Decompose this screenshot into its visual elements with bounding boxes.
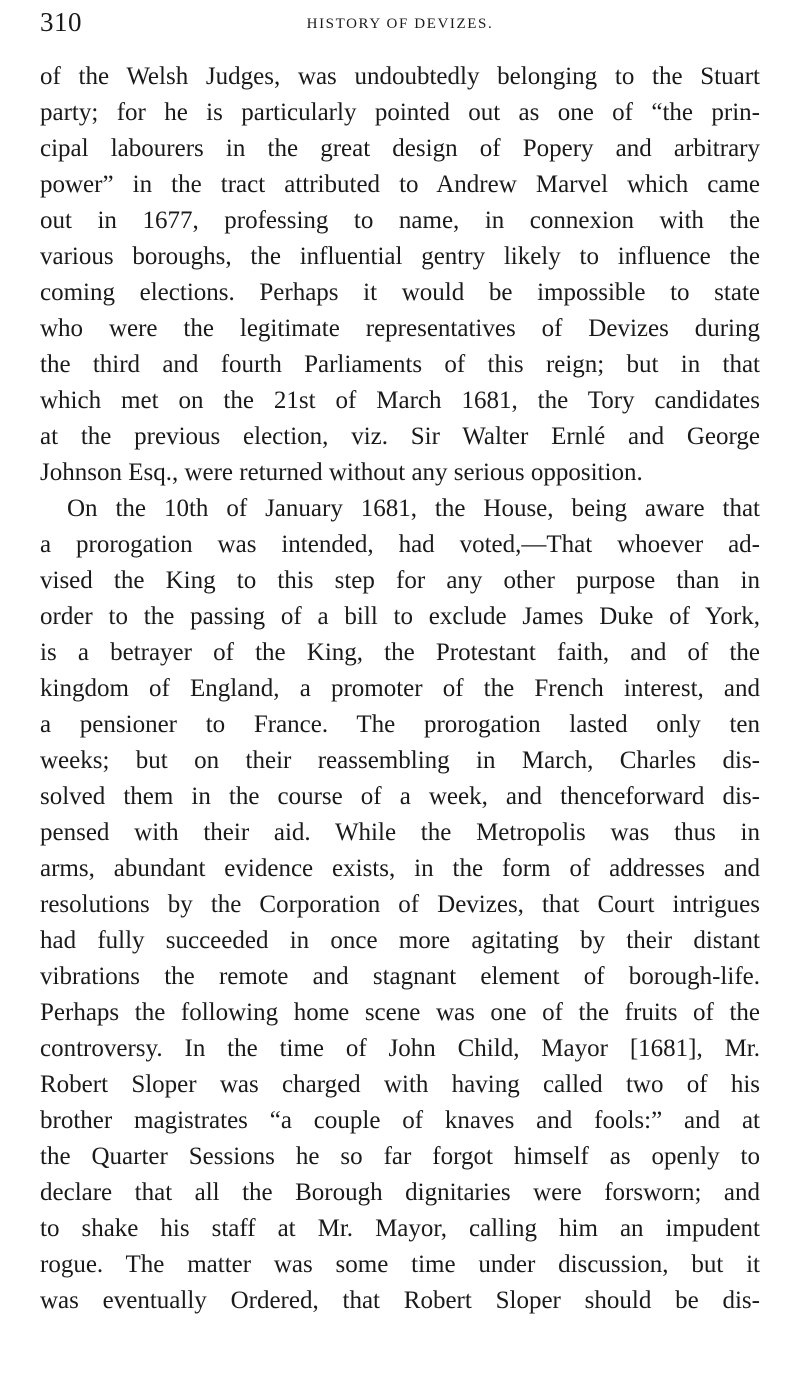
page-number: 310 (40, 7, 82, 37)
paragraph-first-line: On the 10th of January 1681, the House, being aware that (67, 495, 760, 522)
text-line: had fully succeeded in once more agitating by their distant (40, 927, 760, 954)
running-head (40, 4, 760, 44)
text-line: which met on the 21st of March 1681, the Tory candidates (40, 387, 760, 414)
text-line: resolutions by the Corporation of Devizes, that Court intrigues (40, 891, 760, 918)
text-line: power” in the tract attributed to Andrew Marvel which came (40, 171, 760, 198)
text-line: cipal labourers in the great design of Popery and arbitrary (40, 135, 760, 162)
text-line: solved them in the course of a week, and thenceforward dis- (40, 783, 760, 810)
body-text (40, 59, 760, 1319)
text-line: coming elections. Perhaps it would be impossible to state (40, 279, 760, 306)
text-line: various boroughs, the influential gentry likely to influence the (40, 243, 760, 270)
text-line: Robert Sloper was charged with having called two of his (40, 1071, 760, 1098)
text-line: to shake his staff at Mr. Mayor, calling him an impudent (40, 1215, 760, 1242)
text-line: rogue. The matter was some time under discussion, but it (40, 1251, 760, 1278)
text-line: the Quarter Sessions he so far forgot himself as openly to (40, 1143, 760, 1170)
text-line: of the Welsh Judges, was undoubtedly belonging to the Stuart (40, 63, 760, 90)
text-line: vised the King to this step for any other purpose than in (40, 567, 760, 594)
text-line: out in 1677, professing to name, in connexion with the (40, 207, 760, 234)
text-line: was eventually Ordered, that Robert Sloper should be dis- (40, 1287, 760, 1314)
running-title: HISTORY OF DEVIZES. (306, 16, 494, 32)
text-line: order to the passing of a bill to exclude James Duke of York, (40, 603, 760, 630)
text-line: weeks; but on their reassembling in March, Charles dis- (40, 747, 760, 774)
text-line: party; for he is particularly pointed out as one of “the prin- (40, 99, 760, 126)
text-line: Perhaps the following home scene was one of the fruits of the (40, 999, 760, 1026)
text-line: the third and fourth Parliaments of this reign; but in that (40, 351, 760, 378)
text-line: vibrations the remote and stagnant element of borough-life. (40, 963, 760, 990)
text-line: at the previous election, viz. Sir Walter Ernlé and George (40, 423, 760, 450)
text-line: is a betrayer of the King, the Protestant faith, and of the (40, 639, 760, 666)
text-line: arms, abundant evidence exists, in the form of addresses and (40, 855, 760, 882)
text-line: controversy. In the time of John Child, Mayor [1681], Mr. (40, 1035, 760, 1062)
text-line: pensed with their aid. While the Metropolis was thus in (40, 819, 760, 846)
text-line: who were the legitimate representatives of Devizes during (40, 315, 760, 342)
text-line: declare that all the Borough dignitaries were forsworn; and (40, 1179, 760, 1206)
text-line: a pensioner to France. The prorogation lasted only ten (40, 711, 760, 738)
text-line: a prorogation was intended, had voted,—That whoever ad- (40, 531, 760, 558)
text-line: kingdom of England, a promoter of the French interest, and (40, 675, 760, 702)
text-line: brother magistrates “a couple of knaves and fools:” and at (40, 1107, 760, 1134)
text-line: Johnson Esq., were returned without any serious opposition. (40, 459, 643, 486)
